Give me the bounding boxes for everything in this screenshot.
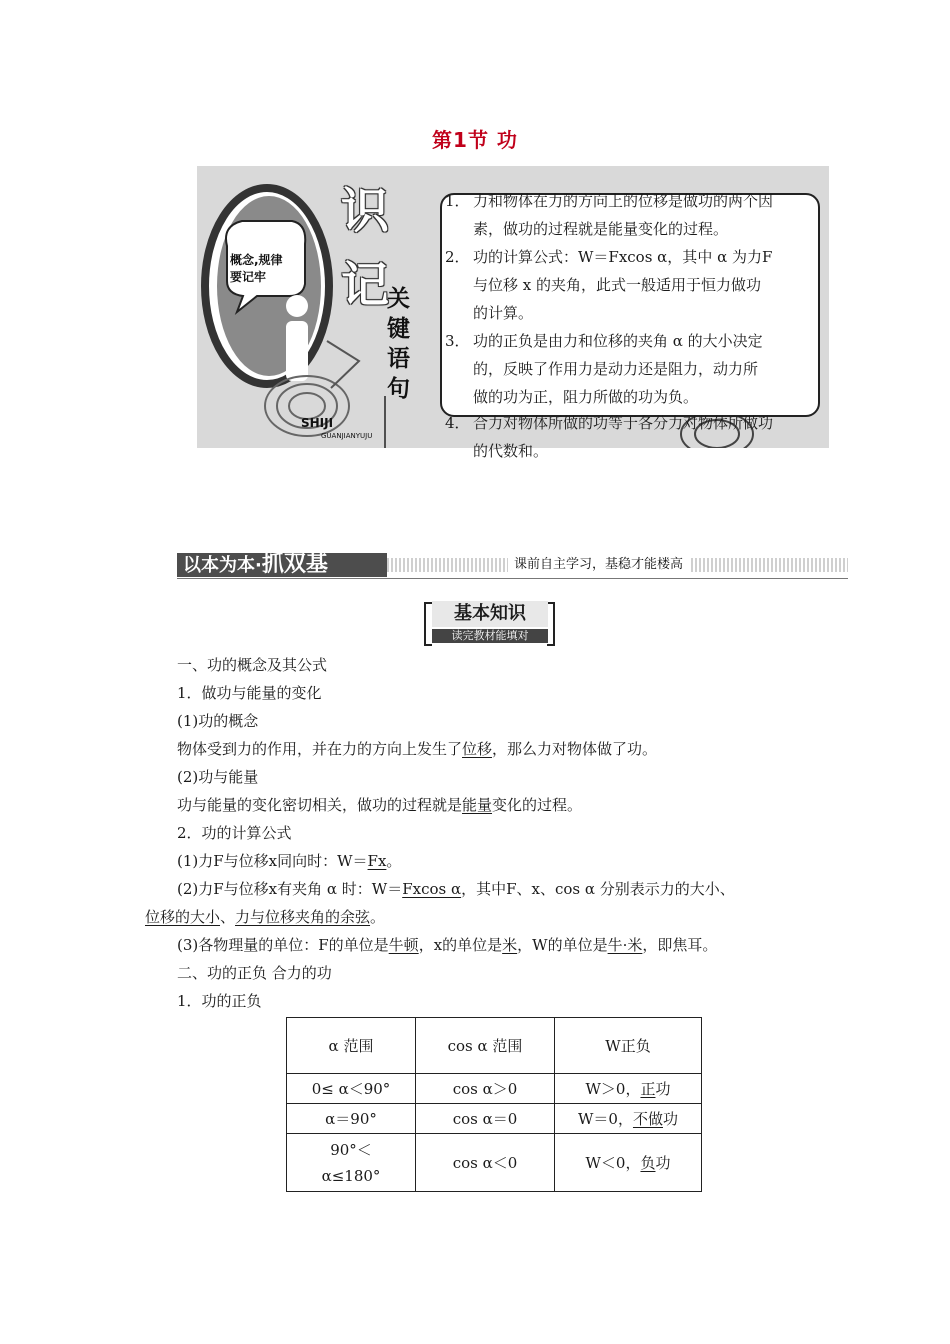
- text: 。: [386, 852, 402, 870]
- big-char-ji: 记: [341, 257, 390, 313]
- fill-answer: 位移的大小: [145, 908, 221, 926]
- fill-answer: 米: [502, 936, 518, 954]
- paragraph-1: [177, 739, 657, 759]
- units-line: [177, 935, 717, 955]
- key-point-2: [445, 243, 815, 327]
- fill-answer: 位移: [462, 740, 493, 758]
- person-head-icon: [286, 295, 308, 317]
- section-bar-title: [183, 553, 328, 578]
- fill-answer: 能量: [462, 796, 493, 814]
- fill-answer: Fx: [367, 852, 387, 870]
- formula-1: [177, 851, 401, 871]
- fill-answer: 不做: [632, 1109, 663, 1128]
- table-row: [287, 1104, 702, 1134]
- section-bar-rule: [177, 578, 848, 579]
- fill-answer: 牛·米: [607, 936, 643, 954]
- badge-title: 基本知识: [432, 601, 548, 627]
- badge-bracket-right: [547, 602, 555, 646]
- badge-bracket-left: [424, 602, 432, 646]
- text: W＜0，: [585, 1153, 641, 1172]
- text: 功: [655, 1079, 671, 1098]
- table-cell: [555, 1074, 702, 1104]
- key-point-text: 的代数和。: [473, 442, 549, 460]
- brand-label: SHIJI: [301, 416, 334, 430]
- text: ，W的单位是: [517, 936, 608, 954]
- table-cell: [555, 1134, 702, 1192]
- table-cell: cos α＞0: [416, 1074, 555, 1104]
- text: 功与能量的变化密切相关，做功的过程就是: [177, 796, 463, 814]
- heading-2: 二、功的正负 合力的功: [177, 964, 332, 982]
- key-point-1: [445, 187, 815, 243]
- table-header-row: [287, 1018, 702, 1074]
- text: 物体受到力的作用，并在力的方向上发生了: [177, 740, 463, 758]
- key-point-number: 2．: [445, 248, 470, 266]
- subheading-1: 1．做功与能量的变化: [177, 684, 322, 702]
- key-point-4: [445, 409, 815, 465]
- text: W＝0，: [578, 1109, 633, 1128]
- key-point-text: 功的计算公式：W＝Fxcos α，其中 α 为力F: [473, 248, 773, 266]
- table-cell: 90°＜ α≤180°: [287, 1134, 416, 1192]
- table-cell: cos α＝0: [416, 1104, 555, 1134]
- paragraph-2: [177, 795, 582, 815]
- fill-answer: 力与位移夹角的余弦: [235, 908, 371, 926]
- key-point-text: 合力对物体所做的功等于各分力对物体所做功: [473, 414, 774, 432]
- fill-answer: 负: [640, 1153, 656, 1172]
- key-point-number: 1．: [445, 192, 470, 210]
- vertical-caption: 关键语句: [387, 286, 410, 402]
- bubble-text: 概念,规律要记牢: [230, 253, 283, 284]
- key-point-text: 力和物体在力的方向上的位移是做功的两个因: [473, 192, 774, 210]
- big-char-shi: 识: [341, 183, 390, 239]
- subheading-1b: (2)功与能量: [177, 768, 259, 786]
- heading-1: 一、功的概念及其公式: [177, 656, 328, 674]
- formula-2-cont: [145, 907, 385, 927]
- table-header: W正负: [555, 1018, 702, 1074]
- work-sign-table: [286, 1017, 702, 1192]
- section-bar-subtitle: 课前自主学习，基稳才能楼高: [508, 556, 689, 574]
- key-point-text: 做的功为正，阻力所做的功为负。: [473, 388, 699, 406]
- section-bar-title-a: 以本为本·: [183, 555, 262, 576]
- key-point-text: 的计算。: [473, 304, 534, 322]
- text: (3)各物理量的单位：F的单位是: [177, 936, 389, 954]
- text: ，即焦耳。: [642, 936, 718, 954]
- text: W＞0，: [585, 1079, 641, 1098]
- text: ，其中F、x、cos α 分别表示力的大小、: [461, 880, 735, 898]
- subheading-3: 1．功的正负: [177, 992, 262, 1010]
- fill-answer: 牛顿: [388, 936, 419, 954]
- fill-answer: 正: [640, 1079, 656, 1098]
- table-row: [287, 1134, 702, 1192]
- table-header: cos α 范围: [416, 1018, 555, 1074]
- table-cell: cos α＜0: [416, 1134, 555, 1192]
- brand-sublabel: GUANJIANYUJU: [321, 432, 373, 440]
- table-cell: 0≤ α＜90°: [287, 1074, 416, 1104]
- table-cell: [555, 1104, 702, 1134]
- fill-answer: Fxcos α: [402, 880, 462, 898]
- key-point-text: 与位移 x 的夹角，此式一般适用于恒力做功: [473, 276, 761, 294]
- subheading-1a: (1)功的概念: [177, 712, 259, 730]
- table-cell: α＝90°: [287, 1104, 416, 1134]
- table-header: α 范围: [287, 1018, 416, 1074]
- key-point-3: [445, 327, 815, 411]
- text: 功: [655, 1153, 671, 1172]
- badge-subtitle: 读完教材能填对: [432, 629, 548, 643]
- subheading-2: 2．功的计算公式: [177, 824, 292, 842]
- key-point-text: 功的正负是由力和位移的夹角 α 的大小决定: [473, 332, 763, 350]
- text: (2)力F与位移x有夹角 α 时：W＝: [177, 880, 403, 898]
- text: (1)力F与位移x同向时：W＝: [177, 852, 368, 870]
- text: ，那么力对物体做了功。: [492, 740, 658, 758]
- formula-2: [177, 879, 735, 899]
- text: ，x的单位是: [418, 936, 503, 954]
- key-point-number: 4．: [445, 414, 470, 432]
- key-point-text: 素，做功的过程就是能量变化的过程。: [473, 220, 729, 238]
- key-point-text: 的，反映了作用力是动力还是阻力，动力所: [473, 360, 759, 378]
- key-point-number: 3．: [445, 332, 470, 350]
- text: 。: [370, 908, 386, 926]
- table-row: [287, 1074, 702, 1104]
- person-body-icon: [286, 321, 308, 381]
- text: 变化的过程。: [492, 796, 583, 814]
- text: 功: [662, 1109, 678, 1128]
- section-bar-title-b: 抓双基: [261, 552, 328, 577]
- page-title: 第1节 功: [432, 128, 518, 152]
- text: 、: [220, 908, 236, 926]
